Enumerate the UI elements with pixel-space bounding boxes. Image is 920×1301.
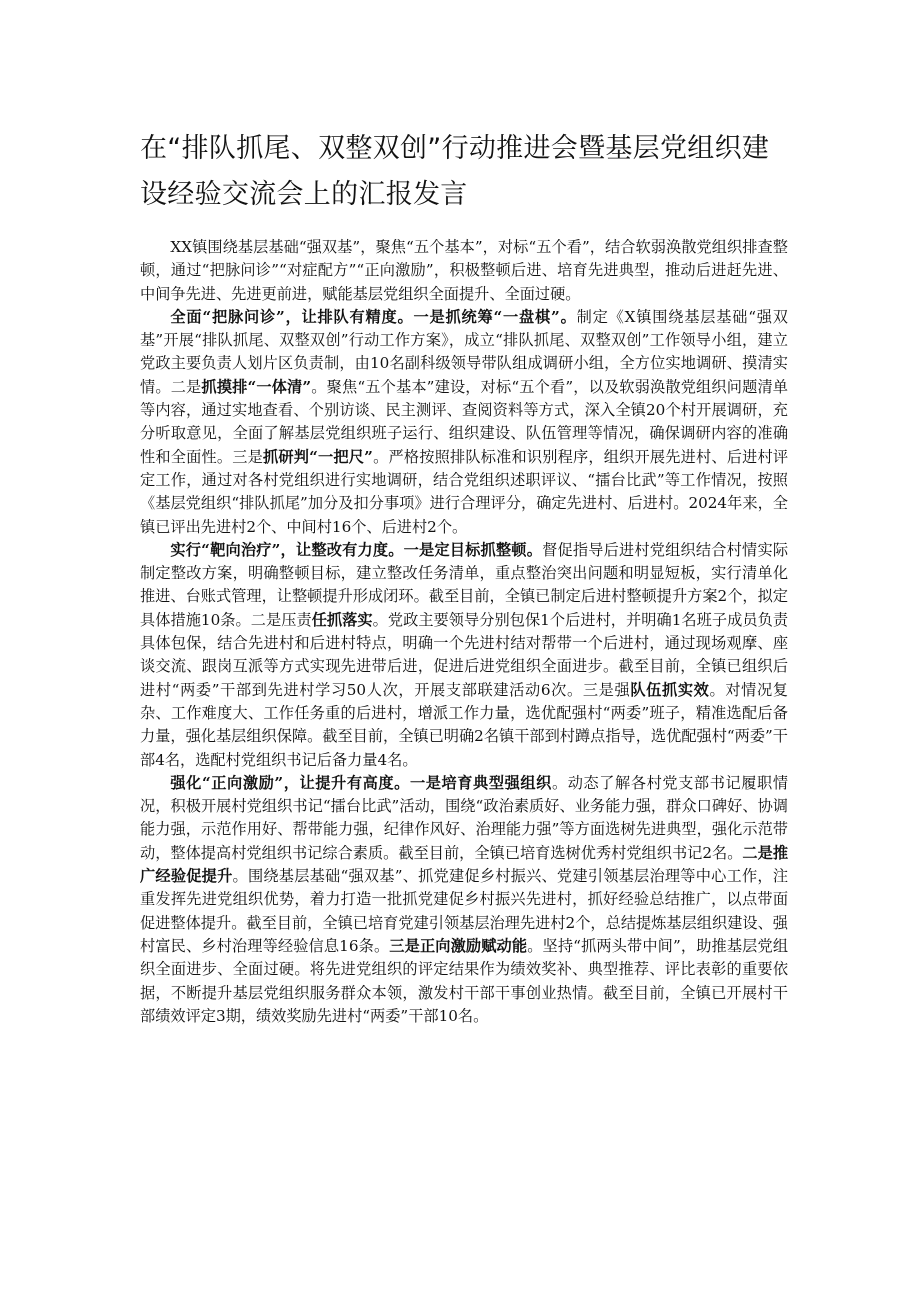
bold-phrase: 全面“把脉问诊”，让排队有精度。 — [170, 307, 414, 326]
text-run: 。围绕基层基础“强双基”、抓党建促乡村振兴、党建引领基层治理等中心工作，注重发挥先进党组织优势，着力打造一批抓党建促乡村振兴先进村，抓好经验总结推广，以点带面促进整体提升。截至目前，全镇已培育党建引领基层治理先进村2个，总结提炼基层组织建设、强村富民、乡村治理等经验信息16条。 — [140, 867, 789, 955]
text-run: 制定《X镇围绕基层基础“强双基”开展“排队抓尾、双整双创”行动工作方案》，成立“排队抓尾、双整双创”工作领导小组，建立党政主要负责人划片区负责制，由10名副科级领导带队组成调研小组，全方位实地调研、摸清实情。二是 — [140, 307, 788, 396]
bold-phrase: 实行“靶向治疗”，让整改有力度。 — [170, 540, 404, 559]
text-run: 。严格按照排队标准和识别程序，组织开展先进村、后进村评定工作，通过对各村党组织进行实地调研，结合党组织述职评议、“擂台比武”等工作情况，按照《基层党组织“排队抓尾”加分及扣分事项》进行合理评分，确定先进村、后进村。2024年来，全镇已评出先进村2个、中间村16个、后进村2个。 — [140, 447, 789, 536]
bold-phrase: 任抓落实 — [311, 610, 373, 629]
text-run: 。聚焦“五个基本”建设，对标“五个看”，以及软弱涣散党组织问题清单等内容，通过实地查看、个别访谈、民主测评、查阅资料等方式，深入全镇20个村开展调研，充分听取意见，全面了解基层党组织班子运行、组织建设、队伍管理等情况，确保调研内容的准确性和全面性。三是 — [140, 377, 788, 466]
text-run: 。对情况复杂、工作难度大、工作任务重的后进村，增派工作力量，选优配强村“两委”班子，精准选配后备力量，强化基层组织保障。截至目前，全镇已明确2名镇干部到村蹲点指导，选优配强村“两委”干部4名，选配村党组织书记后备力量4名。 — [140, 680, 788, 769]
bold-phrase: 一是培育典型强组织 — [409, 773, 552, 792]
bold-phrase: 一是定目标抓整顿。 — [403, 540, 543, 559]
paragraph-treatment — [140, 539, 788, 772]
text-run: 。动态了解各村党支部书记履职情况，积极开展村党组织书记“擂台比武”活动，围绕“政治素质好、业务能力强，群众口碑好、协调能力强，示范作用好、帮带能力强，纪律作风好、治理能力强”等方面选树先进典型，强化示范带动，整体提高村党组织书记综合素质。截至目前，全镇已培育选树优秀村党组织书记2名。 — [140, 773, 789, 862]
bold-phrase: 三是正向激励赋动能 — [389, 936, 528, 955]
document-body — [140, 236, 788, 1028]
bold-phrase: 二是推广经验促提升 — [140, 843, 789, 886]
bold-phrase: 抓摸排“一体清” — [201, 377, 312, 396]
bold-phrase: 强化“正向激励”，让提升有高度。 — [170, 773, 410, 792]
text-run: XX镇围绕基层基础“强双基”，聚焦“五个基本”，对标“五个看”，结合软弱涣散党组织排查整顿，通过“把脉问诊”“对症配方”“正向激励”，积极整顿后进、培育先进典型，推动后进赶先进、中间争先进、先进更前进，赋能基层党组织全面提升、全面过硬。 — [140, 238, 788, 303]
paragraph-intro — [140, 236, 788, 306]
text-run: 。坚持“抓两头带中间”，助推基层党组织全面进步、全面过硬。将先进党组织的评定结果作为绩效奖补、典型推荐、评比表彰的重要依据，不断提升基层党组织服务群众本领，激发村干部干事创业热情。截至目前，全镇已开展村干部绩效评定3期，绩效奖励先进村“两委”干部10名。 — [140, 936, 789, 1025]
text-run: 督促指导后进村党组织结合村情实际制定整改方案，明确整顿目标，建立整改任务清单，重点整治突出问题和明显短板，实行清单化推进、台账式管理，让整顿提升形成闭环。截至目前，全镇已制定后进村整顿提升方案2个，拟定具体措施10条。二是压责 — [140, 540, 789, 629]
document-page — [140, 126, 788, 1028]
bold-phrase: 队伍抓实效 — [630, 680, 710, 699]
text-run: 。党政主要领导分别包保1个后进村，并明确1名班子成员负责具体包保，结合先进村和后进村特点，明确一个先进村结对帮带一个后进村，通过现场观摩、座谈交流、跟岗互派等方式实现先进带后进，促进后进党组织全面进步。截至目前，全镇已组织后进村“两委”干部到先进村学习50人次，开展支部联建活动6次。三是强 — [140, 610, 789, 699]
paragraph-diagnosis — [140, 306, 788, 539]
document-title: 在“排队抓尾、双整双创”行动推进会暨基层党组织建设经验交流会上的汇报发言 — [140, 133, 770, 210]
bold-phrase: 抓研判“一把尺” — [263, 447, 373, 466]
paragraph-incentive — [140, 772, 788, 1028]
bold-phrase: 一是抓统筹“一盘棋”。 — [413, 307, 577, 326]
